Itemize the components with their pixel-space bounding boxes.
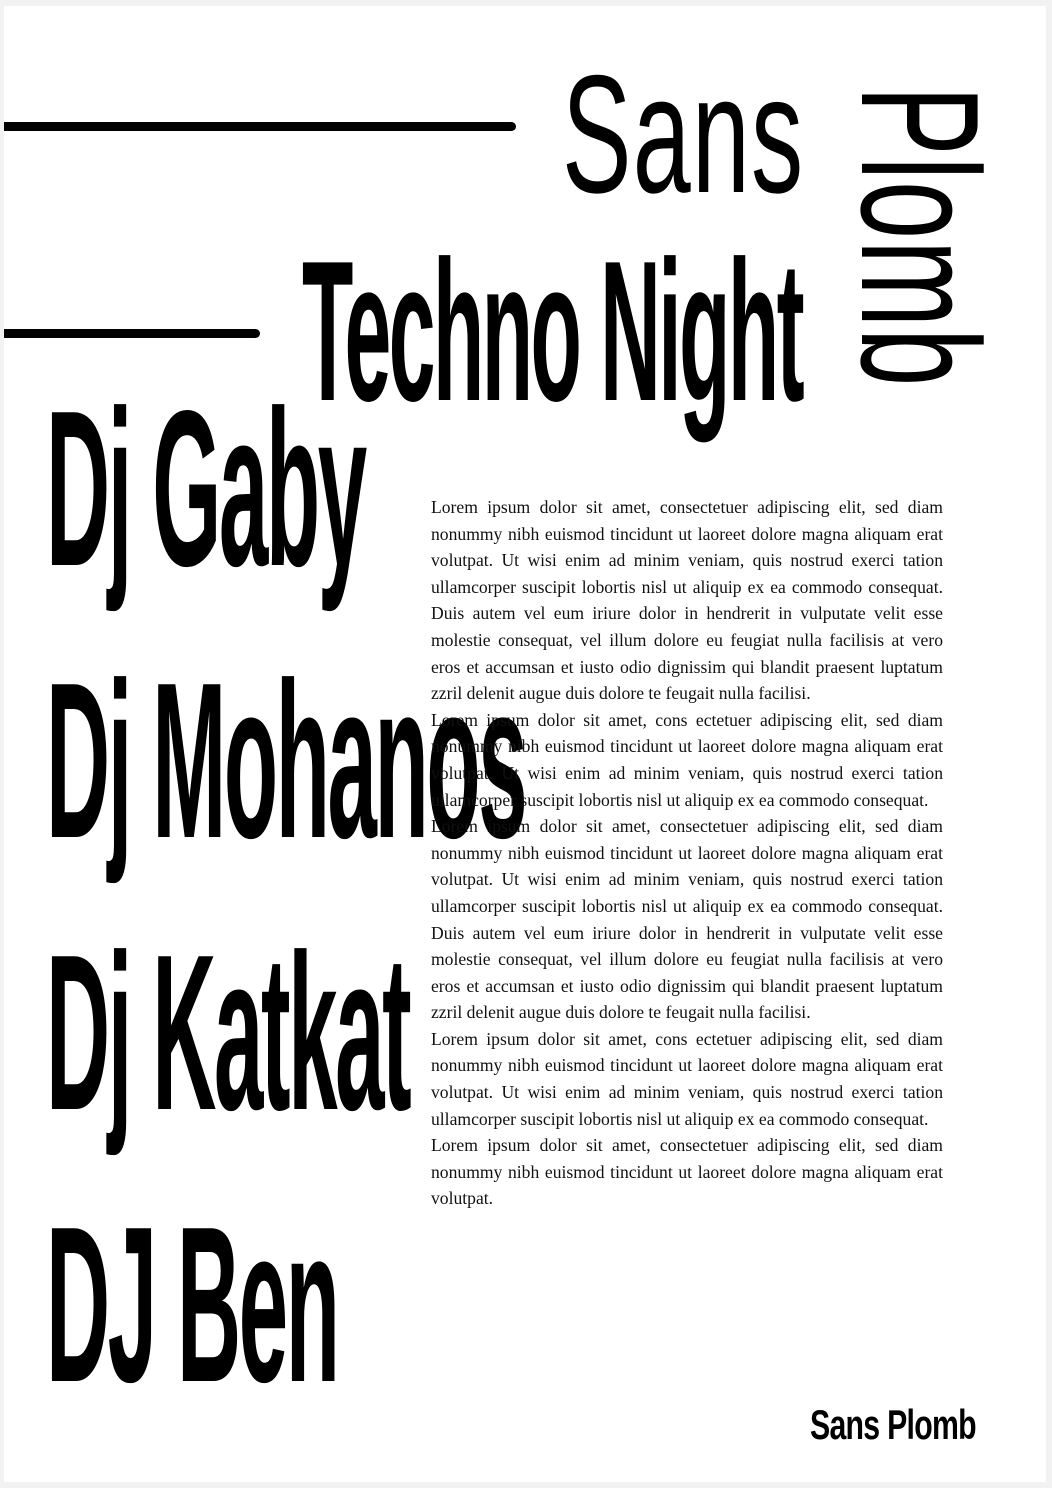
lineup-dj-katkat: Dj Katkat	[46, 909, 410, 1157]
paragraph: Lorem ipsum dolor sit amet, consectetuer adipiscing elit, sed diam nonummy nibh euismod tincidunt ut laoreet dolore magna aliquam erat volutpat. Ut wisi enim ad minim veniam, quis nostrud exerci tation ullamcorper suscipit lobortis nisl ut aliquip ex ea commodo consequat. Duis autem vel eum iriure dolor in hendrerit in vulputate velit esse molestie consequat, vel illum dolore eu feugiat nulla facilisis at vero eros et accumsan et iusto odio dignissim qui blandit praesent luptatum zzril delenit augue duis dolore te feugait nulla facilisi.	[431, 816, 943, 1023]
top-rule-line	[4, 122, 516, 131]
footer-logo: Sans Plomb	[810, 1401, 976, 1448]
title-plomb-vertical: Plomb	[826, 86, 1014, 388]
title-sans: Sans	[562, 40, 805, 228]
poster-page	[4, 6, 1046, 1482]
paragraph: Lorem ipsum dolor sit amet, consectetuer adipiscing elit, sed diam nonummy nibh euismod tincidunt ut laoreet dolore magna aliquam erat volutpat.	[431, 1135, 943, 1209]
body-text-column	[431, 494, 943, 1212]
middle-rule-line	[4, 329, 260, 338]
lineup-dj-gaby: Dj Gaby	[46, 365, 365, 613]
event-title: Techno Night	[302, 220, 803, 443]
paragraph: Lorem ipsum dolor sit amet, cons ectetuer adipiscing elit, sed diam nonummy nibh euismod tincidunt ut laoreet dolore magna aliquam erat volutpat. Ut wisi enim ad minim veniam, quis nostrud exerci tation ullamcorper suscipit lobortis nisl ut aliquip ex ea commodo consequat.	[431, 709, 943, 810]
lineup-dj-mohanos: Dj Mohanos	[46, 637, 526, 885]
paragraph: Lorem ipsum dolor sit amet, cons ectetuer adipiscing elit, sed diam nonummy nibh euismod tincidunt ut laoreet dolore magna aliquam erat volutpat. Ut wisi enim ad minim veniam, quis nostrud exerci tation ullamcorper suscipit lobortis nisl ut aliquip ex ea commodo consequat.	[431, 1028, 943, 1129]
lineup-dj-ben: DJ Ben	[46, 1181, 338, 1429]
paragraph: Lorem ipsum dolor sit amet, consectetuer adipiscing elit, sed diam nonummy nibh euismod tincidunt ut laoreet dolore magna aliquam erat volutpat. Ut wisi enim ad minim veniam, quis nostrud exerci tation ullamcorper suscipit lobortis nisl ut aliquip ex ea commodo consequat. Duis autem vel eum iriure dolor in hendrerit in vulputate velit esse molestie consequat, vel illum dolore eu feugiat nulla facilisis at vero eros et accumsan et iusto odio dignissim qui blandit praesent luptatum zzril delenit augue duis dolore te feugait nulla facilisi.	[431, 497, 943, 704]
